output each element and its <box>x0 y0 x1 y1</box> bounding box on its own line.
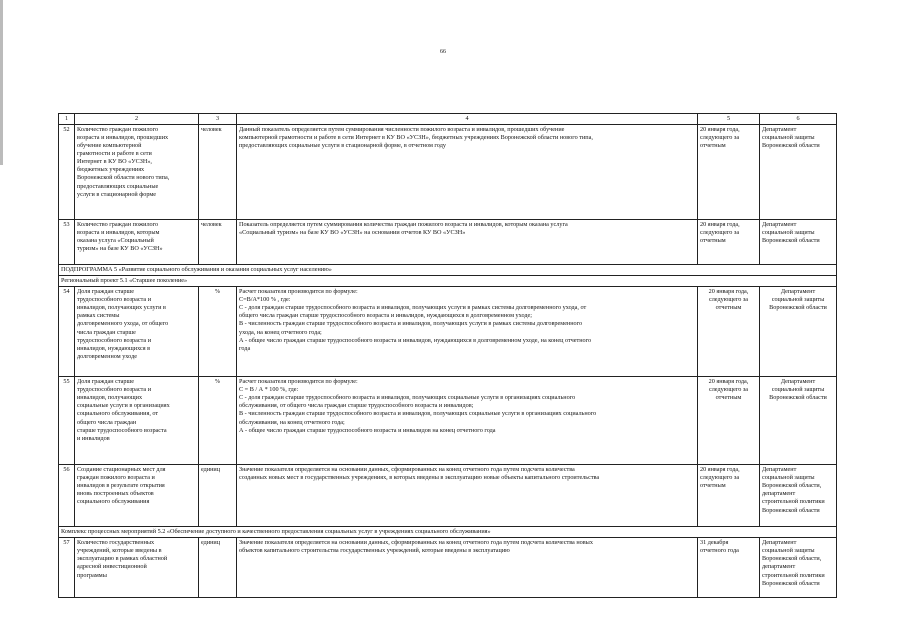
row-number: 57 <box>59 538 75 598</box>
page-number: 66 <box>440 49 446 55</box>
calculation-method: Значение показателя определяется на основании данных, сформированных на конец отчетного года путем подсчета количества созданных новых мест в государственных учреждениях, в которых введены в эксплуатацию новые объекты капитального строительства <box>237 465 698 527</box>
unit: % <box>199 377 237 465</box>
responsible: Департамент социальной защиты Воронежской области <box>760 377 837 465</box>
header-cell: 5 <box>698 114 760 125</box>
deadline: 20 января года, следующего за отчетным <box>698 465 760 527</box>
indicators-table <box>58 113 837 598</box>
unit: человек <box>199 220 237 265</box>
row-number: 53 <box>59 220 75 265</box>
row-number: 55 <box>59 377 75 465</box>
section-row <box>59 276 837 287</box>
responsible: Департамент социальной защиты Воронежской области <box>760 125 837 220</box>
section-row <box>59 527 837 538</box>
table-row <box>59 125 837 220</box>
regional-project-title: Региональный проект 5.1 «Старшее поколение» <box>59 276 837 287</box>
responsible: Департамент социальной защиты Воронежской области <box>760 220 837 265</box>
responsible: Департамент социальной защиты Воронежской области <box>760 287 837 377</box>
unit: единиц <box>199 465 237 527</box>
deadline: 20 января года, следующего за отчетным <box>698 377 760 465</box>
header-cell: 6 <box>760 114 837 125</box>
table-row <box>59 220 837 265</box>
indicator-name: Количество государственных учреждений, которые введены в эксплуатацию в рамках областной адресной инвестиционной программы <box>75 538 199 598</box>
responsible: Департамент социальной защиты Воронежской области, департамент строительной политики Воронежской области <box>760 465 837 527</box>
responsible: Департамент социальной защиты Воронежской области, департамент строительной политики Воронежской области <box>760 538 837 598</box>
deadline: 20 января года, следующего за отчетным <box>698 220 760 265</box>
unit: единиц <box>199 538 237 598</box>
indicator-name: Количество граждан пожилого возраста и инвалидов, прошедших обучение компьютерной грамотности и работе в сети Интернет в КУ ВО «УСЗН», бюджетных учреждениях Воронежской области нового типа, предоставляющих социальные услуги в стационарной форме <box>75 125 199 220</box>
row-number: 52 <box>59 125 75 220</box>
calculation-method: Показатель определяется путем суммирования количества граждан пожилого возраста и инвалидов, которым оказана услуга «Социальный туризм» на базе КУ ВО «УСЗН» на основании отчетов КУ ВО «УСЗН» <box>237 220 698 265</box>
header-cell: 1 <box>59 114 75 125</box>
table-row <box>59 465 837 527</box>
calculation-method: Расчет показателя производится по формуле: С=В/А*100 % , где: С - доля граждан старше трудоспособного возраста и инвалидов, получающих услуги в рамках системы долговременного ухода, от общего числа граждан старше трудоспособного возраста и инвалидов, нуждающихся в долговременном уходе; В - численность граждан старше трудоспособного возраста и инвалидов, получающих услуги в рамках системы долговременного ухода, на конец отчетного года; А - общее число граждан старше трудоспособного возраста и инвалидов, нуждающихся в долговременном уходе, на конец отчетного года <box>237 287 698 377</box>
calculation-method: Данный показатель определяется путем суммирования численности пожилого возраста и инвалидов, прошедших обучение компьютерной грамотности и работе в сети Интернет в КУ ВО «УСЗН», бюджетных учреждениях Воронежской области нового типа, предоставляющих социальные услуги в стационарной форме, в отчетном году <box>237 125 698 220</box>
indicator-name: Доля граждан старше трудоспособного возраста и инвалидов, получающих социальные услуги в организациях социального обслуживания, от общего числа граждан старше трудоспособного возраста и инвалидов <box>75 377 199 465</box>
unit: человек <box>199 125 237 220</box>
row-number: 56 <box>59 465 75 527</box>
indicator-name: Доля граждан старше трудоспособного возраста и инвалидов, получающих услуги в рамках системы долговременного ухода, от общего числа граждан старше трудоспособного возраста и инвалидов, нуждающихся в долговременном уходе <box>75 287 199 377</box>
deadline: 20 января года, следующего за отчетным <box>698 287 760 377</box>
calculation-method: Значение показателя определяется на основании данных, сформированных на конец отчетного года путем подсчета количества новых объектов капитального строительства государственных учреждений, которые введены в эксплуатацию <box>237 538 698 598</box>
deadline: 31 декабря отчетного года <box>698 538 760 598</box>
table-row <box>59 538 837 598</box>
header-cell: 3 <box>199 114 237 125</box>
calculation-method: Расчет показателя производится по формуле: С = В / А * 100 %, где: С - доля граждан старше трудоспособного возраста и инвалидов, получающих социальные услуги в организациях социального обслуживания, от общего числа граждан старше трудоспособного возраста и инвалидов; В - численность граждан старше трудоспособного возраста и инвалидов, получающих социальные услуги в организациях социального обслуживания, на конец отчетного года; А - общее число граждан старше трудоспособного возраста и инвалидов на конец отчетного года <box>237 377 698 465</box>
table-row <box>59 287 837 377</box>
header-row <box>59 114 837 125</box>
header-cell: 4 <box>237 114 698 125</box>
header-cell: 2 <box>75 114 199 125</box>
subprogram-title: ПОДПРОГРАММА 5 «Развитие социального обслуживания и оказания социальных услуг населению» <box>59 265 837 276</box>
deadline: 20 января года, следующего за отчетным <box>698 125 760 220</box>
table-row <box>59 377 837 465</box>
scan-edge-mark <box>0 0 3 165</box>
process-complex-title: Комплекс процессных мероприятий 5.2 «Обеспечение доступного и качественного предоставления социальных услуг в учреждениях социального обслуживания» <box>59 527 837 538</box>
unit: % <box>199 287 237 377</box>
row-number: 54 <box>59 287 75 377</box>
section-row <box>59 265 837 276</box>
indicator-name: Количество граждан пожилого возраста и инвалидов, которым оказана услуга «Социальный туризм» на базе КУ ВО «УСЗН» <box>75 220 199 265</box>
indicator-name: Создание стационарных мест для граждан пожилого возраста и инвалидов в результате открытия вновь построенных объектов социального обслуживания <box>75 465 199 527</box>
